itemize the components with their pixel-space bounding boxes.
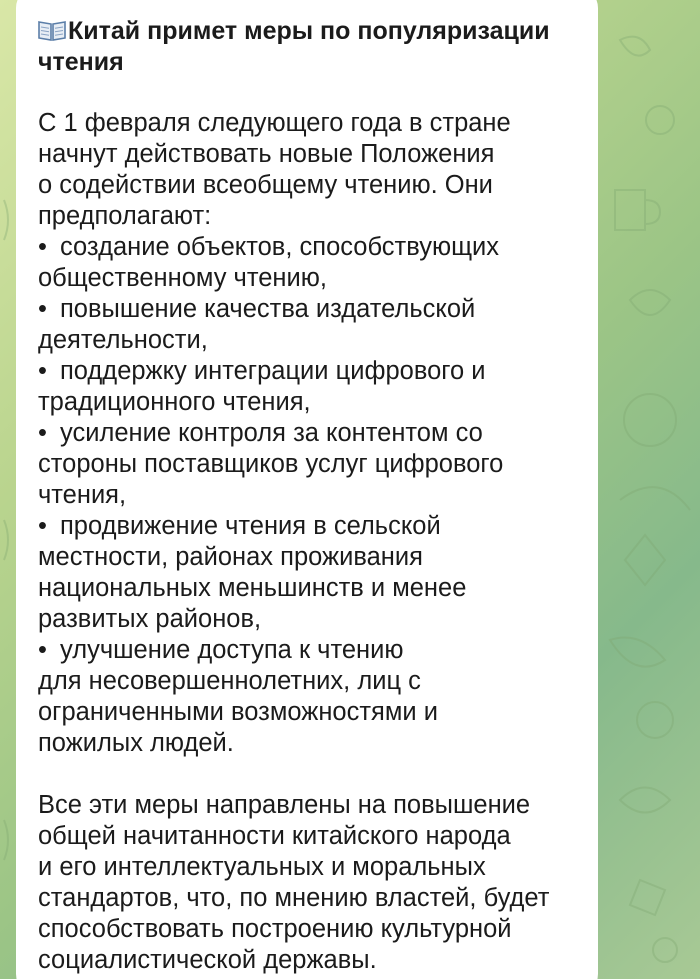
intro-text: С 1 февраля следующего года в стране начнут действовать новые Положения о содействии всеобщему чтению. Они предполагают: — [38, 109, 511, 230]
book-icon — [38, 18, 66, 40]
list-item: • повышение качества издательской деятельности, — [38, 295, 476, 354]
list-item: • усиление контроля за контентом со стороны поставщиков услуг цифрового чтения, — [38, 419, 504, 509]
list-item: • поддержку интеграции цифрового и традиционного чтения, — [38, 357, 486, 416]
message-bubble[interactable] — [16, 0, 598, 979]
list-item: • продвижение чтения в сельской местности, районах проживания национальных меньшинств и менее развитых районов, — [38, 512, 467, 633]
title-text: Китай примет меры по популяризации чтения — [38, 17, 550, 76]
conclusion-text: Все эти меры направлены на повышение общей начитанности китайского народа и его интеллектуальных и моральных стандартов, что, по мнению властей, будет способствовать построению культурной социалистической державы. — [38, 791, 550, 974]
list-item: • создание объектов, способствующих общественному чтению, — [38, 233, 500, 292]
post-title — [38, 16, 576, 78]
list-item: • улучшение доступа к чтению для несовершеннолетних, лиц с ограниченными возможностями и пожилых людей. — [38, 636, 438, 757]
measures-list — [38, 232, 576, 759]
